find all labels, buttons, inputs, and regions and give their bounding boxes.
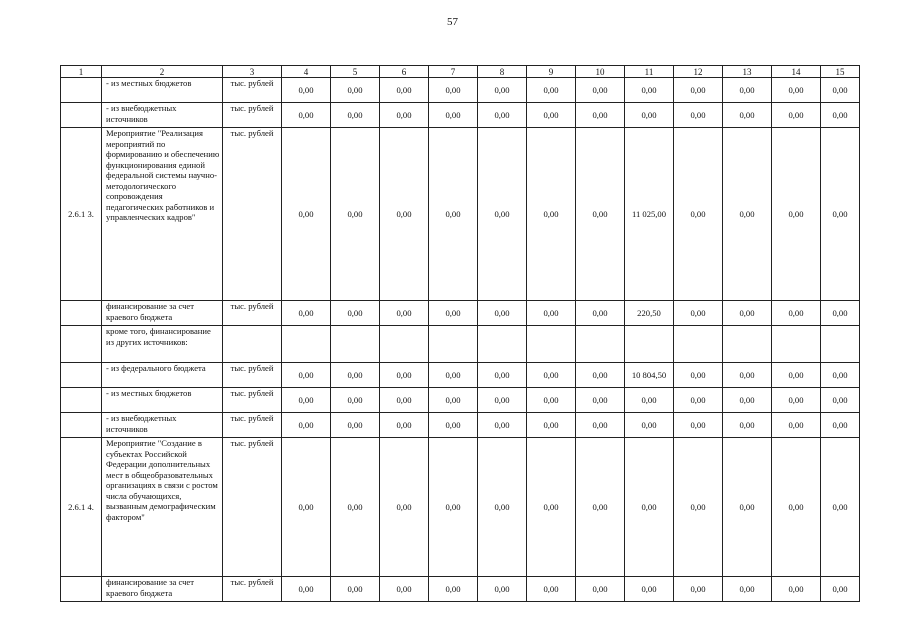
- value-cell: 0,00: [625, 413, 674, 438]
- header-cell: 10: [576, 66, 625, 78]
- value-cell: 0,00: [674, 103, 723, 128]
- value-cell: 0,00: [478, 577, 527, 602]
- value-cell: 0,00: [380, 128, 429, 301]
- value-cell: 0,00: [282, 301, 331, 326]
- value-cell: 0,00: [772, 388, 821, 413]
- value-cell: 0,00: [821, 301, 860, 326]
- value-cell: 0,00: [282, 363, 331, 388]
- value-cell: 0,00: [821, 78, 860, 103]
- value-cell: [723, 326, 772, 363]
- value-cell: 0,00: [821, 577, 860, 602]
- value-cell: 0,00: [380, 363, 429, 388]
- value-cell: 0,00: [625, 103, 674, 128]
- item-number-cell: [61, 301, 102, 326]
- header-cell: 2: [102, 66, 223, 78]
- value-cell: 0,00: [674, 413, 723, 438]
- value-cell: 0,00: [625, 438, 674, 577]
- value-cell: 0,00: [821, 103, 860, 128]
- item-number-cell: [61, 577, 102, 602]
- value-cell: [674, 326, 723, 363]
- value-cell: 0,00: [527, 413, 576, 438]
- value-cell: 0,00: [527, 388, 576, 413]
- value-cell: 0,00: [380, 438, 429, 577]
- table-row: [61, 128, 860, 301]
- value-cell: 0,00: [331, 301, 380, 326]
- value-cell: 0,00: [527, 78, 576, 103]
- value-cell: 0,00: [429, 128, 478, 301]
- value-cell: 0,00: [821, 128, 860, 301]
- value-cell: 0,00: [282, 388, 331, 413]
- value-cell: 0,00: [772, 413, 821, 438]
- value-cell: [772, 326, 821, 363]
- item-number-cell: [61, 326, 102, 363]
- value-cell: 0,00: [576, 438, 625, 577]
- value-cell: 0,00: [723, 103, 772, 128]
- value-cell: 0,00: [576, 413, 625, 438]
- value-cell: 0,00: [380, 103, 429, 128]
- header-cell: 7: [429, 66, 478, 78]
- value-cell: 0,00: [331, 438, 380, 577]
- unit-cell: тыс. рублей: [223, 103, 282, 128]
- value-cell: 0,00: [478, 388, 527, 413]
- budget-table: [60, 65, 860, 602]
- header-cell: 12: [674, 66, 723, 78]
- header-cell: 9: [527, 66, 576, 78]
- value-cell: 0,00: [429, 388, 478, 413]
- unit-cell: тыс. рублей: [223, 128, 282, 301]
- value-cell: 0,00: [478, 128, 527, 301]
- value-cell: 0,00: [380, 413, 429, 438]
- item-name-cell: финансирование за счет краевого бюджета: [102, 577, 223, 602]
- item-number-cell: [61, 413, 102, 438]
- value-cell: 0,00: [380, 301, 429, 326]
- value-cell: 0,00: [576, 577, 625, 602]
- item-number-cell: [61, 103, 102, 128]
- item-name-cell: Мероприятие "Реализация мероприятий по формированию и обеспечению функционирования единой федеральной системы научно-методологического сопровождения педагогических работников и управленческих кадров": [102, 128, 223, 301]
- value-cell: 0,00: [282, 577, 331, 602]
- header-cell: 3: [223, 66, 282, 78]
- value-cell: 0,00: [723, 78, 772, 103]
- value-cell: 0,00: [723, 363, 772, 388]
- table-row: [61, 438, 860, 577]
- header-cell: 14: [772, 66, 821, 78]
- value-cell: [625, 326, 674, 363]
- value-cell: 0,00: [674, 388, 723, 413]
- table-row: [61, 413, 860, 438]
- value-cell: 0,00: [282, 413, 331, 438]
- value-cell: 0,00: [429, 438, 478, 577]
- unit-cell: тыс. рублей: [223, 388, 282, 413]
- value-cell: 0,00: [625, 78, 674, 103]
- value-cell: 0,00: [380, 388, 429, 413]
- value-cell: 0,00: [576, 128, 625, 301]
- value-cell: 0,00: [282, 128, 331, 301]
- item-name-cell: - из внебюджетных источников: [102, 103, 223, 128]
- value-cell: 0,00: [331, 577, 380, 602]
- value-cell: 0,00: [331, 78, 380, 103]
- header-cell: 15: [821, 66, 860, 78]
- value-cell: 0,00: [331, 388, 380, 413]
- value-cell: 0,00: [821, 438, 860, 577]
- item-number-cell: [61, 363, 102, 388]
- value-cell: 0,00: [429, 103, 478, 128]
- value-cell: 0,00: [576, 388, 625, 413]
- value-cell: 0,00: [772, 363, 821, 388]
- unit-cell: тыс. рублей: [223, 301, 282, 326]
- value-cell: 0,00: [380, 78, 429, 103]
- value-cell: 0,00: [723, 413, 772, 438]
- value-cell: 10 804,50: [625, 363, 674, 388]
- value-cell: [429, 326, 478, 363]
- value-cell: 0,00: [527, 438, 576, 577]
- table-row: [61, 326, 860, 363]
- table-row: [61, 388, 860, 413]
- value-cell: [576, 326, 625, 363]
- item-name-cell: - из внебюджетных источников: [102, 413, 223, 438]
- value-cell: 0,00: [723, 388, 772, 413]
- unit-cell: [223, 326, 282, 363]
- value-cell: 0,00: [429, 363, 478, 388]
- page-number: 57: [447, 16, 458, 28]
- value-cell: 0,00: [674, 577, 723, 602]
- item-number-cell: [61, 78, 102, 103]
- value-cell: 0,00: [723, 577, 772, 602]
- value-cell: 0,00: [331, 103, 380, 128]
- header-cell: 11: [625, 66, 674, 78]
- table-row: [61, 78, 860, 103]
- value-cell: 0,00: [478, 301, 527, 326]
- value-cell: 0,00: [429, 577, 478, 602]
- header-cell: 4: [282, 66, 331, 78]
- value-cell: 0,00: [674, 363, 723, 388]
- value-cell: 0,00: [772, 438, 821, 577]
- value-cell: 0,00: [478, 363, 527, 388]
- value-cell: [478, 326, 527, 363]
- value-cell: 0,00: [625, 388, 674, 413]
- value-cell: 0,00: [282, 103, 331, 128]
- value-cell: [821, 326, 860, 363]
- value-cell: 0,00: [478, 438, 527, 577]
- header-cell: 13: [723, 66, 772, 78]
- value-cell: 0,00: [527, 577, 576, 602]
- value-cell: 0,00: [772, 78, 821, 103]
- value-cell: 0,00: [380, 577, 429, 602]
- header-cell: 1: [61, 66, 102, 78]
- value-cell: 0,00: [527, 363, 576, 388]
- unit-cell: тыс. рублей: [223, 438, 282, 577]
- value-cell: 0,00: [674, 438, 723, 577]
- value-cell: 0,00: [723, 301, 772, 326]
- value-cell: 0,00: [576, 301, 625, 326]
- value-cell: 11 025,00: [625, 128, 674, 301]
- value-cell: 0,00: [527, 128, 576, 301]
- value-cell: 0,00: [478, 413, 527, 438]
- value-cell: 0,00: [723, 438, 772, 577]
- value-cell: 0,00: [282, 438, 331, 577]
- value-cell: 0,00: [429, 413, 478, 438]
- header-cell: 6: [380, 66, 429, 78]
- header-cell: 8: [478, 66, 527, 78]
- value-cell: 0,00: [527, 103, 576, 128]
- value-cell: 0,00: [821, 413, 860, 438]
- value-cell: 0,00: [772, 301, 821, 326]
- item-name-cell: финансирование за счет краевого бюджета: [102, 301, 223, 326]
- unit-cell: тыс. рублей: [223, 78, 282, 103]
- item-name-cell: - из федерального бюджета: [102, 363, 223, 388]
- value-cell: 0,00: [674, 78, 723, 103]
- table-row: [61, 103, 860, 128]
- item-name-cell: кроме того, финансирование из других источников:: [102, 326, 223, 363]
- value-cell: 0,00: [576, 103, 625, 128]
- item-name-cell: Мероприятие "Создание в субъектах Российской Федерации дополнительных мест в общеобразовательных организациях в связи с ростом числа обучающихся, вызванным демографическим фактором": [102, 438, 223, 577]
- unit-cell: тыс. рублей: [223, 577, 282, 602]
- value-cell: 0,00: [576, 78, 625, 103]
- value-cell: 0,00: [821, 388, 860, 413]
- value-cell: 0,00: [331, 413, 380, 438]
- value-cell: [331, 326, 380, 363]
- value-cell: [527, 326, 576, 363]
- value-cell: 0,00: [478, 78, 527, 103]
- value-cell: 220,50: [625, 301, 674, 326]
- value-cell: 0,00: [429, 78, 478, 103]
- value-cell: 0,00: [821, 363, 860, 388]
- table-row: [61, 363, 860, 388]
- value-cell: 0,00: [772, 128, 821, 301]
- value-cell: 0,00: [331, 363, 380, 388]
- value-cell: 0,00: [331, 128, 380, 301]
- item-name-cell: - из местных бюджетов: [102, 388, 223, 413]
- item-number-cell: 2.6.1 3.: [61, 128, 102, 301]
- unit-cell: тыс. рублей: [223, 413, 282, 438]
- value-cell: 0,00: [674, 128, 723, 301]
- value-cell: 0,00: [772, 103, 821, 128]
- item-name-cell: - из местных бюджетов: [102, 78, 223, 103]
- item-number-cell: [61, 388, 102, 413]
- table-row: [61, 301, 860, 326]
- value-cell: 0,00: [429, 301, 478, 326]
- value-cell: 0,00: [282, 78, 331, 103]
- value-cell: 0,00: [723, 128, 772, 301]
- value-cell: 0,00: [625, 577, 674, 602]
- value-cell: 0,00: [527, 301, 576, 326]
- item-number-cell: 2.6.1 4.: [61, 438, 102, 577]
- value-cell: 0,00: [576, 363, 625, 388]
- value-cell: [380, 326, 429, 363]
- value-cell: [282, 326, 331, 363]
- unit-cell: тыс. рублей: [223, 363, 282, 388]
- header-row: [61, 66, 860, 78]
- value-cell: 0,00: [674, 301, 723, 326]
- header-cell: 5: [331, 66, 380, 78]
- value-cell: 0,00: [772, 577, 821, 602]
- value-cell: 0,00: [478, 103, 527, 128]
- table-row: [61, 577, 860, 602]
